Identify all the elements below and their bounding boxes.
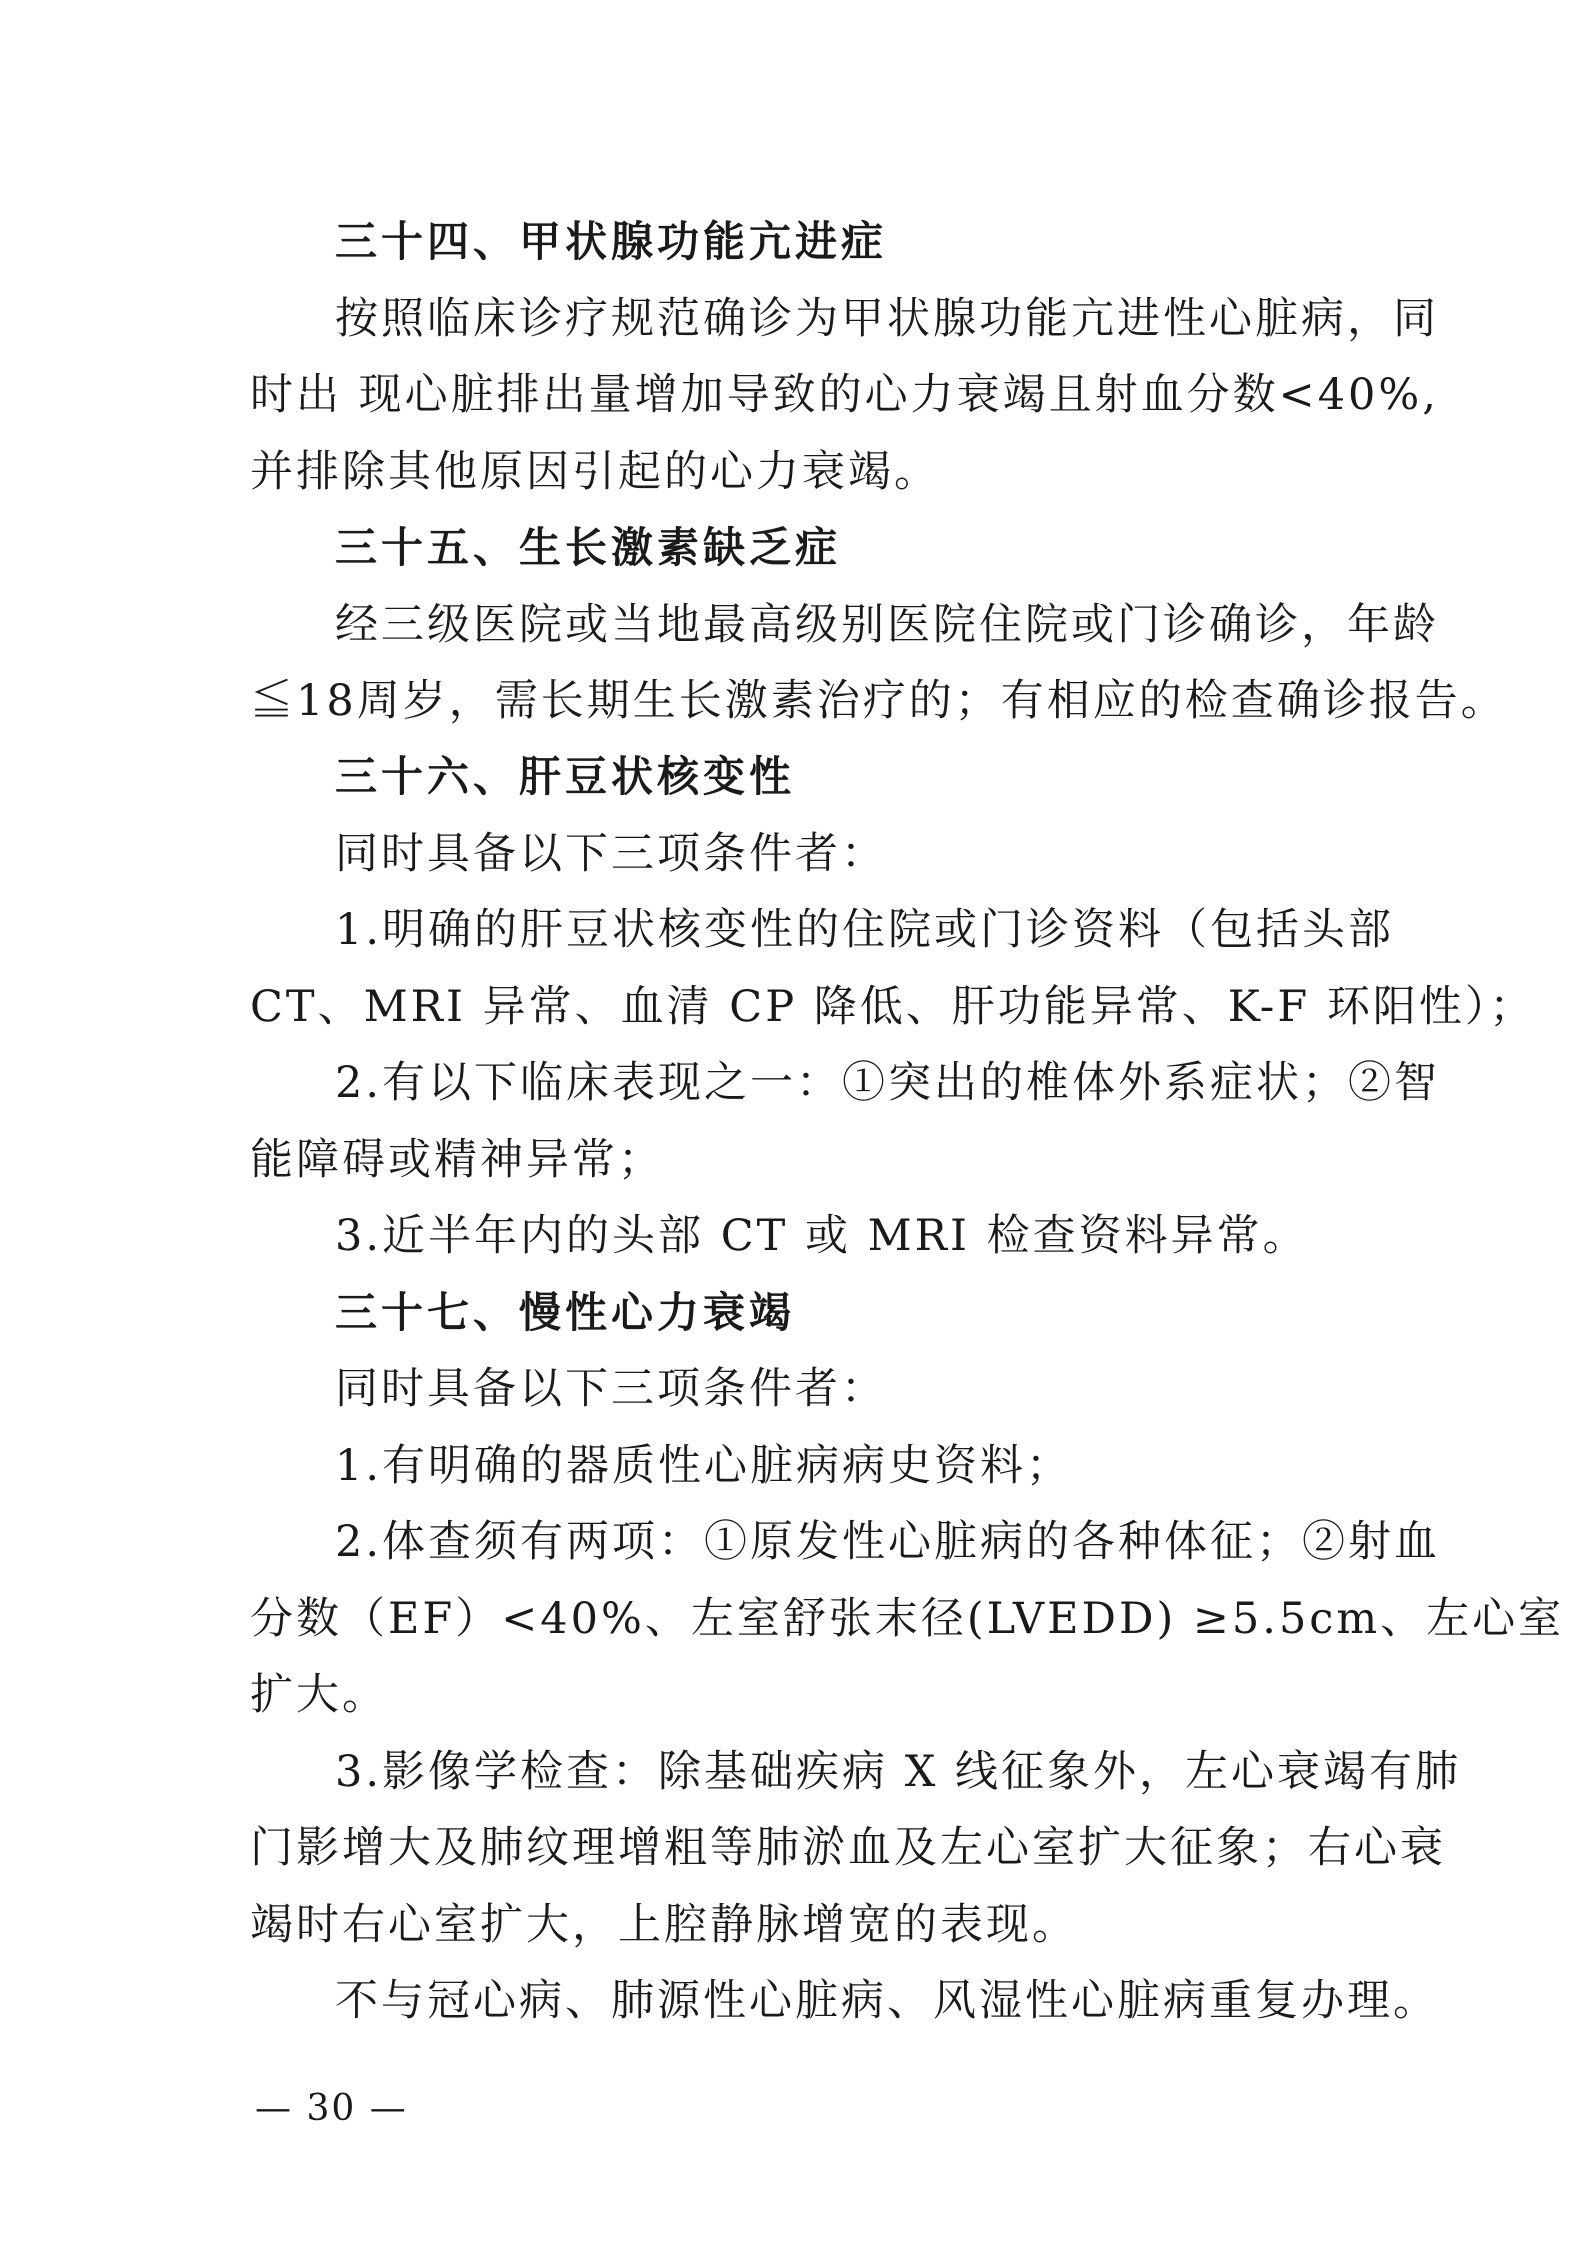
section-heading-35: 三十五、生长激素缺乏症 (335, 523, 842, 572)
section-heading-34: 三十四、甲状腺功能亢进症 (335, 217, 888, 266)
paragraph-line: 按照临床诊疗规范确诊为甲状腺功能亢进性心脏病，同 (335, 294, 1439, 344)
paragraph-line: 3.影像学检查：除基础疾病 X 线征象外，左心衰竭有肺 (335, 1747, 1461, 1797)
paragraph-line: 能障碍或精神异常； (250, 1135, 664, 1185)
paragraph-line: 门影增大及肺纹理增粗等肺淤血及左心室扩大征象；右心衰 (250, 1823, 1446, 1873)
paragraph-line: 同时具备以下三项条件者： (335, 829, 887, 879)
paragraph-line: 时出 现心脏排出量增加导致的心力衰竭且射血分数<40%, (250, 370, 1439, 420)
paragraph-line: 经三级医院或当地最高级别医院住院或门诊确诊，年龄 (335, 600, 1439, 650)
paragraph-line: 不与冠心病、肺源性心脏病、风湿性心脏病重复办理。 (335, 1976, 1439, 2026)
paragraph-line: 3.近半年内的头部 CT 或 MRI 检查资料异常。 (335, 1211, 1309, 1261)
paragraph-line: 2.体查须有两项：①原发性心脏病的各种体征；②射血 (335, 1517, 1441, 1567)
paragraph-line: 1.有明确的器质性心脏病病史资料； (335, 1441, 1073, 1491)
paragraph-line: 分数（EF）<40%、左室舒张末径(LVEDD) ≥5.5cm、左心室 (250, 1594, 1565, 1644)
paragraph-line: ≦18周岁，需长期生长激素治疗的；有相应的检查确诊报告。 (250, 676, 1507, 726)
page-number: — 30 — (255, 2088, 408, 2129)
paragraph-line: 同时具备以下三项条件者： (335, 1364, 887, 1414)
section-heading-36: 三十六、肝豆状核变性 (335, 752, 796, 801)
section-heading-37: 三十七、慢性心力衰竭 (335, 1288, 796, 1337)
paragraph-line: 2.有以下临床表现之一：①突出的椎体外系症状；②智 (335, 1058, 1441, 1108)
paragraph-line: CT、MRI 异常、血清 CP 降低、肝功能异常、K-F 环阳性）； (250, 982, 1536, 1032)
paragraph-line: 扩大。 (250, 1670, 388, 1720)
paragraph-line: 竭时右心室扩大，上腔静脉增宽的表现。 (250, 1900, 1078, 1950)
paragraph-line: 1.明确的肝豆状核变性的住院或门诊资料（包括头部 (335, 905, 1395, 955)
paragraph-line: 并排除其他原因引起的心力衰竭。 (250, 447, 940, 497)
